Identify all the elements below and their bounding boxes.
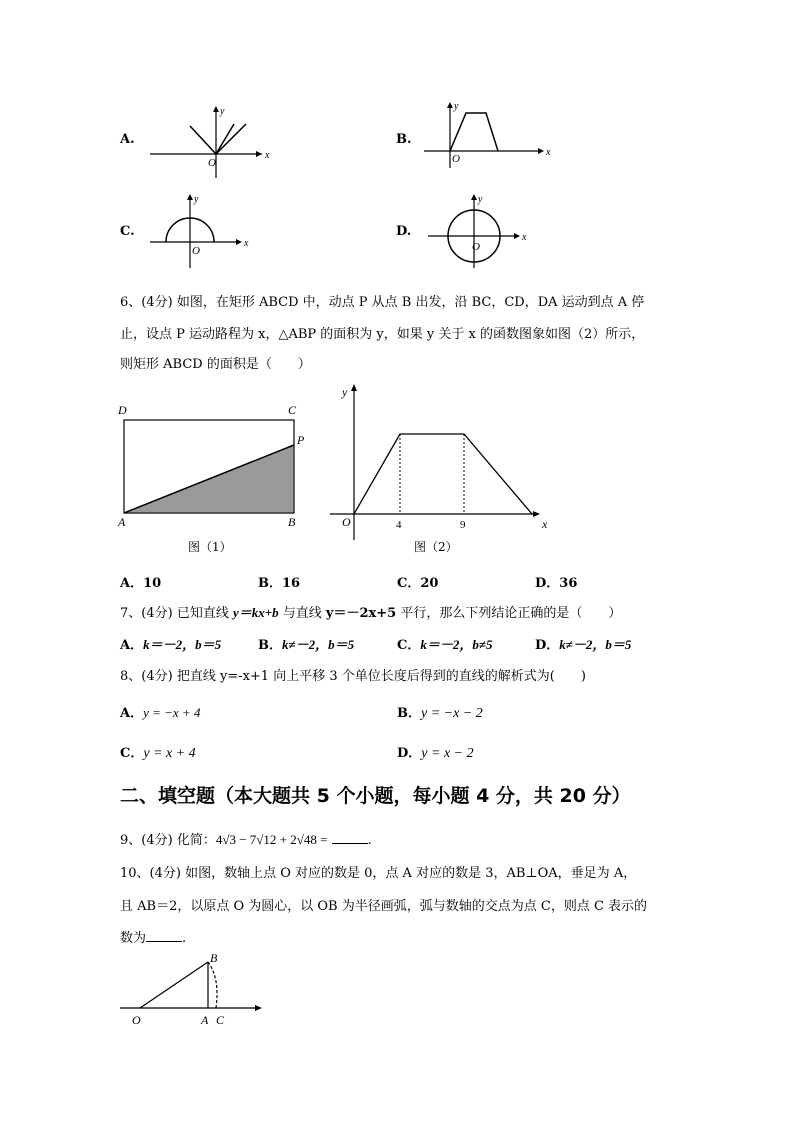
svg-text:A: A	[201, 1013, 209, 1027]
vertex-d-label: D	[118, 403, 127, 417]
svg-text:O: O	[342, 515, 351, 529]
line-equation-2: y＝－2x+5	[325, 606, 397, 621]
q10-figure	[116, 948, 276, 1028]
rectangle-abcd-diagram	[116, 400, 316, 530]
q10-stem-line3: 数为 .	[120, 931, 187, 946]
q5-graph-b	[424, 98, 564, 178]
figure-caption: 图（2）	[414, 540, 458, 554]
line-equation-1: y＝kx+b	[232, 605, 279, 620]
q6-option-b[interactable]: B．16	[258, 576, 301, 591]
svg-text:4: 4	[396, 519, 402, 531]
q6-figure-1	[116, 400, 316, 560]
q6-option-c[interactable]: C．20	[397, 576, 439, 591]
q9-stem: 9、(4分) 化简：4√3 − 7√12 + 2√48 = .	[120, 832, 372, 848]
option-label: C.	[120, 224, 135, 239]
option-label: A.	[120, 132, 135, 147]
svg-text:O: O	[472, 241, 480, 253]
svg-text:O: O	[192, 245, 200, 257]
axis-x-label: x	[265, 150, 270, 161]
option-label: B.	[396, 132, 412, 147]
q5-graph-d	[428, 190, 568, 270]
svg-text:x: x	[522, 232, 527, 243]
q5-graph-a	[150, 100, 280, 180]
q6-option-d[interactable]: D．36	[535, 576, 578, 591]
q7-option-a[interactable]: A．k＝－2，b＝5	[120, 637, 222, 653]
q5-option-d[interactable]	[396, 190, 656, 270]
q6-stem-line2: 止，设点 P 运动路程为 x，△ABP 的面积为 y，如果 y 关于 x 的函数图象如图（2）所示，	[120, 327, 645, 342]
vertex-b-label: B	[288, 515, 296, 529]
q8-option-b[interactable]: B．y = −x − 2	[397, 706, 483, 721]
q10-stem-line1: 10、(4分) 如图，数轴上点 O 对应的数是 0，点 A 对应的数是 3，AB⊥OA，垂足为 A，	[120, 866, 637, 881]
axis-y-label: y	[220, 106, 225, 117]
section-heading: 二、填空题（本大题共 5 个小题，每小题 4 分，共 20 分）	[120, 785, 631, 807]
svg-text:x: x	[542, 517, 548, 531]
q7-option-d[interactable]: D．k≠－2，b＝5	[535, 637, 632, 653]
q5-option-a[interactable]	[120, 100, 380, 180]
svg-text:B: B	[210, 951, 218, 965]
q10-stem-line2: 且 AB＝2，以原点 O 为圆心，以 OB 为半径画弧，弧与数轴的交点为点 C，则点 C 表示的	[120, 899, 648, 914]
q6-figure-2	[330, 380, 560, 560]
svg-text:9: 9	[460, 519, 466, 531]
svg-text:x: x	[244, 238, 249, 249]
q7-option-c[interactable]: C．k＝－2，b≠5	[397, 637, 493, 653]
origin-label: O	[208, 157, 216, 169]
svg-text:y: y	[478, 194, 483, 205]
q6-stem-line3: 则矩形 ABCD 的面积是（ ）	[120, 357, 311, 372]
q8-stem: 8、(4分) 把直线 y=-x+1 向上平移 3 个单位长度后得到的直线的解析式为( )	[120, 669, 586, 684]
svg-text:O: O	[452, 153, 460, 165]
svg-text:y: y	[194, 194, 199, 205]
q8-option-a[interactable]: A．y = −x + 4	[120, 705, 201, 721]
svg-text:x: x	[546, 147, 551, 158]
number-line-diagram	[116, 948, 276, 1028]
q7-option-b[interactable]: B．k≠－2，b＝5	[258, 637, 355, 653]
vertex-a-label: A	[118, 515, 126, 529]
answer-blank[interactable]	[146, 929, 182, 942]
svg-text:y: y	[342, 385, 348, 399]
q5-option-c[interactable]	[120, 190, 380, 270]
function-graph	[330, 380, 560, 540]
q8-option-d[interactable]: D．y = x − 2	[397, 746, 474, 761]
vertex-c-label: C	[288, 403, 297, 417]
q8-option-c[interactable]: C．y = x + 4	[120, 746, 196, 761]
figure-caption: 图（1）	[188, 540, 232, 554]
q6-option-a[interactable]: A．10	[120, 576, 162, 591]
q6-stem-line1: 6、(4分) 如图，在矩形 ABCD 中，动点 P 从点 B 出发，沿 BC，CD，DA 运动到点 A 停	[120, 295, 645, 310]
option-label: D.	[396, 224, 412, 239]
radical-expression: 4√3 − 7√12 + 2√48 =	[215, 832, 328, 847]
q5-option-b[interactable]	[396, 98, 656, 178]
answer-blank[interactable]	[332, 831, 368, 844]
svg-text:y: y	[454, 101, 459, 112]
q7-stem: 7、(4分) 已知直线 y＝kx+b 与直线 y＝－2x+5 平行，那么下列结论正确的是（ ）	[120, 605, 622, 621]
svg-text:C: C	[216, 1013, 225, 1027]
svg-text:O: O	[132, 1013, 141, 1027]
point-p-label: P	[297, 433, 305, 447]
q5-graph-c	[150, 190, 290, 270]
